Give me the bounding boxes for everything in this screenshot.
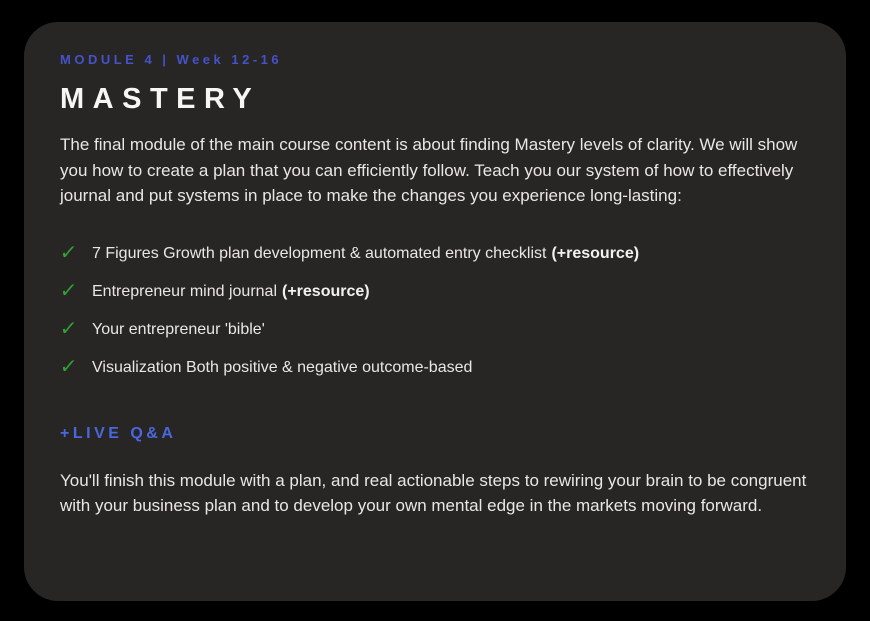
resource-tag: (+resource) <box>282 282 370 300</box>
module-checklist <box>60 243 810 378</box>
list-item <box>60 319 810 340</box>
checkmark-icon: ✓ <box>58 241 78 264</box>
module-intro-paragraph: The final module of the main course content is about finding Mastery levels of clarity. We will show you how to create a plan that you can efficiently follow. Teach you our system of how to effectively journal and put systems in place to make the changes you experience long-lasting: <box>60 135 798 205</box>
list-item <box>60 357 810 378</box>
list-item-text: Your entrepreneur 'bible' <box>92 320 265 338</box>
checkmark-icon: ✓ <box>58 317 78 340</box>
list-item <box>60 281 810 302</box>
list-item-text: 7 Figures Growth plan development & automated entry checklist (+resource) <box>92 244 640 262</box>
live-qa-label: +LIVE Q&A <box>60 424 177 442</box>
module-eyebrow-label: MODULE 4 | Week 12-16 <box>60 52 283 67</box>
checkmark-icon: ✓ <box>58 355 78 378</box>
list-item-text: Visualization Both positive & negative outcome-based <box>92 358 473 376</box>
resource-tag: (+resource) <box>551 244 640 262</box>
list-item <box>60 243 810 264</box>
module-card <box>24 22 846 601</box>
module-title: MASTERY <box>60 83 261 115</box>
list-item-text: Entrepreneur mind journal (+resource) <box>92 282 370 300</box>
checkmark-icon: ✓ <box>58 279 78 302</box>
module-outro-paragraph: You'll finish this module with a plan, and real actionable steps to rewiring your brain to be congruent with your business plan and to develop your own mental edge in the markets moving forward. <box>60 470 807 515</box>
